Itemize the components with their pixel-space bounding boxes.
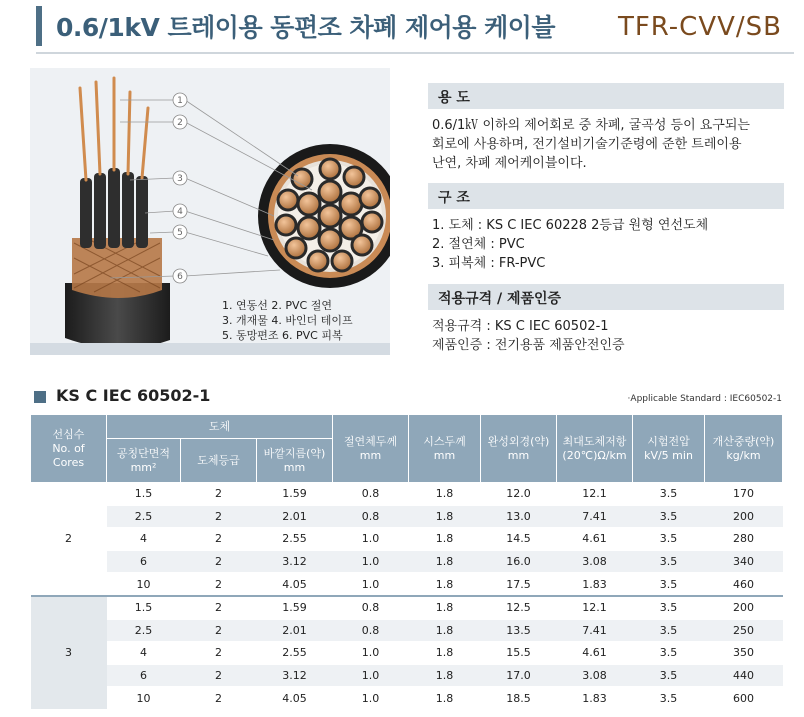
header-outer-diameter: 바깥지름(약) mm: [257, 439, 333, 483]
legend-line: 3. 개재물 4. 바인더 테이프: [222, 314, 353, 327]
legend-line: 1. 연동선 2. PVC 절연: [222, 299, 332, 312]
header-class: 도체등급: [181, 439, 257, 483]
cell-outer-diameter: 1.59: [257, 483, 333, 506]
cell-class: 2: [181, 596, 257, 619]
cell-class: 2: [181, 573, 257, 596]
cell-resistance: 3.08: [557, 550, 633, 573]
cell-insulation: 0.8: [333, 596, 409, 619]
cell-weight: 340: [705, 550, 783, 573]
cell-insulation: 0.8: [333, 483, 409, 506]
cell-overall-diameter: 12.5: [481, 596, 557, 619]
structure-line: 2. 절연체 : PVC: [432, 237, 525, 252]
cell-resistance: 1.83: [557, 687, 633, 710]
cell-insulation: 1.0: [333, 687, 409, 710]
cell-resistance: 12.1: [557, 483, 633, 506]
header-area: 공칭단면적 mm²: [107, 439, 181, 483]
cell-resistance: 7.41: [557, 619, 633, 642]
cell-cores: 2: [31, 483, 107, 596]
cell-class: 2: [181, 642, 257, 665]
cell-insulation: 0.8: [333, 505, 409, 528]
cell-cores: 3: [31, 596, 107, 709]
cell-area: 6: [107, 550, 181, 573]
certification-heading-text: 적용규격 / 제품인증: [438, 291, 562, 307]
cell-weight: 200: [705, 505, 783, 528]
cell-outer-diameter: 2.01: [257, 505, 333, 528]
cell-insulation: 1.0: [333, 664, 409, 687]
table-row: [31, 483, 783, 506]
certification-line: 제품인증 : 전기용품 제품안전인증: [432, 338, 625, 353]
cell-outer-diameter: 4.05: [257, 573, 333, 596]
cell-test-voltage: 3.5: [633, 596, 705, 619]
cell-insulation: 1.0: [333, 550, 409, 573]
title-accent-bar: [36, 6, 42, 46]
callout-5: 5: [177, 228, 183, 238]
cell-test-voltage: 3.5: [633, 505, 705, 528]
cell-weight: 280: [705, 528, 783, 551]
header-weight: 개산중량(약) kg/km: [705, 415, 783, 483]
structure-heading-text: 구 조: [438, 190, 470, 206]
cell-overall-diameter: 16.0: [481, 550, 557, 573]
table-row: [31, 619, 783, 642]
usage-heading-text: 용 도: [438, 90, 470, 106]
cell-sheath: 1.8: [409, 483, 481, 506]
header-cores: 선심수 No. of Cores: [31, 415, 107, 483]
cell-class: 2: [181, 505, 257, 528]
certification-heading: [428, 284, 784, 310]
cell-sheath: 1.8: [409, 550, 481, 573]
cell-overall-diameter: 17.0: [481, 664, 557, 687]
cell-sheath: 1.8: [409, 664, 481, 687]
cell-overall-diameter: 18.5: [481, 687, 557, 710]
cell-sheath: 1.8: [409, 596, 481, 619]
cell-test-voltage: 3.5: [633, 642, 705, 665]
cell-class: 2: [181, 664, 257, 687]
cell-overall-diameter: 13.5: [481, 619, 557, 642]
callout-3: 3: [177, 174, 183, 184]
cell-test-voltage: 3.5: [633, 483, 705, 506]
cell-class: 2: [181, 687, 257, 710]
cell-weight: 250: [705, 619, 783, 642]
cell-sheath: 1.8: [409, 528, 481, 551]
cell-weight: 460: [705, 573, 783, 596]
cell-outer-diameter: 2.55: [257, 642, 333, 665]
cell-area: 1.5: [107, 596, 181, 619]
cell-overall-diameter: 12.0: [481, 483, 557, 506]
cell-test-voltage: 3.5: [633, 664, 705, 687]
cell-sheath: 1.8: [409, 687, 481, 710]
structure-heading: [428, 183, 784, 209]
cell-outer-diameter: 1.59: [257, 596, 333, 619]
cell-outer-diameter: 2.55: [257, 528, 333, 551]
cell-class: 2: [181, 550, 257, 573]
structure-line: 1. 도체 : KS C IEC 60228 2등급 원형 연선도체: [432, 218, 709, 233]
page-title: 0.6/1kV 트레이용 동편조 차폐 제어용 케이블: [56, 13, 556, 42]
cell-overall-diameter: 17.5: [481, 573, 557, 596]
cell-resistance: 12.1: [557, 596, 633, 619]
cell-test-voltage: 3.5: [633, 573, 705, 596]
cell-outer-diameter: 4.05: [257, 687, 333, 710]
cell-class: 2: [181, 619, 257, 642]
cell-sheath: 1.8: [409, 642, 481, 665]
spec-table: [30, 414, 783, 710]
cell-test-voltage: 3.5: [633, 619, 705, 642]
cell-outer-diameter: 2.01: [257, 619, 333, 642]
table-row: [31, 664, 783, 687]
cell-area: 10: [107, 573, 181, 596]
cell-overall-diameter: 15.5: [481, 642, 557, 665]
model-code: TFR-CVV/SB: [617, 12, 782, 42]
cell-area: 4: [107, 642, 181, 665]
cell-insulation: 1.0: [333, 573, 409, 596]
usage-line: 0.6/1㎸ 이하의 제어회로 중 차폐, 굴곡성 등이 요구되는: [432, 118, 750, 133]
cell-area: 2.5: [107, 619, 181, 642]
illustration-footer-band: [30, 343, 390, 355]
cell-test-voltage: 3.5: [633, 687, 705, 710]
standard-title: KS C IEC 60502-1: [56, 386, 211, 405]
cell-resistance: 1.83: [557, 573, 633, 596]
header-insulation: 절연체두께 mm: [333, 415, 409, 483]
standard-marker: [34, 391, 46, 403]
header-conductor: 도체: [107, 415, 333, 439]
cell-area: 10: [107, 687, 181, 710]
cell-weight: 440: [705, 664, 783, 687]
cell-weight: 200: [705, 596, 783, 619]
applicable-standard-note: ·Applicable Standard : IEC60502-1: [627, 394, 782, 404]
certification-line: 적용규격 : KS C IEC 60502-1: [432, 319, 609, 334]
cell-sheath: 1.8: [409, 573, 481, 596]
table-row: [31, 573, 783, 596]
cell-class: 2: [181, 528, 257, 551]
table-row: [31, 528, 783, 551]
cell-overall-diameter: 13.0: [481, 505, 557, 528]
cell-test-voltage: 3.5: [633, 528, 705, 551]
cell-weight: 350: [705, 642, 783, 665]
header-sheath: 시스두께 mm: [409, 415, 481, 483]
callout-1: 1: [177, 96, 183, 106]
legend-line: 5. 동망편조 6. PVC 피복: [222, 329, 343, 342]
cell-insulation: 1.0: [333, 528, 409, 551]
cell-resistance: 4.61: [557, 642, 633, 665]
cell-class: 2: [181, 483, 257, 506]
cell-overall-diameter: 14.5: [481, 528, 557, 551]
header-test-voltage: 시험전압 kV/5 min: [633, 415, 705, 483]
cell-outer-diameter: 3.12: [257, 550, 333, 573]
cell-insulation: 0.8: [333, 619, 409, 642]
cell-area: 4: [107, 528, 181, 551]
table-row: [31, 687, 783, 710]
table-row: [31, 596, 783, 619]
usage-line: 난연, 차폐 제어케이블이다.: [432, 156, 587, 171]
cell-resistance: 7.41: [557, 505, 633, 528]
cell-sheath: 1.8: [409, 619, 481, 642]
cell-area: 6: [107, 664, 181, 687]
header-resistance: 최대도체저항 (20℃)Ω/km: [557, 415, 633, 483]
header-overall-diameter: 완성외경(약) mm: [481, 415, 557, 483]
cell-resistance: 4.61: [557, 528, 633, 551]
cell-area: 2.5: [107, 505, 181, 528]
usage-line: 회로에 사용하며, 전기설비기술기준령에 준한 트레이용: [432, 137, 742, 152]
cell-weight: 170: [705, 483, 783, 506]
table-row: [31, 642, 783, 665]
cell-outer-diameter: 3.12: [257, 664, 333, 687]
cell-test-voltage: 3.5: [633, 550, 705, 573]
table-row: [31, 505, 783, 528]
callout-6: 6: [177, 272, 183, 282]
cell-weight: 600: [705, 687, 783, 710]
usage-heading: [428, 83, 784, 109]
cell-sheath: 1.8: [409, 505, 481, 528]
certification-body: [432, 317, 784, 355]
cell-area: 1.5: [107, 483, 181, 506]
usage-body: [432, 116, 784, 173]
structure-body: [432, 216, 784, 273]
table-row: [31, 550, 783, 573]
cell-insulation: 1.0: [333, 642, 409, 665]
component-legend: [222, 298, 353, 343]
title-divider: [36, 52, 794, 54]
cell-resistance: 3.08: [557, 664, 633, 687]
callout-2: 2: [177, 118, 183, 128]
callout-4: 4: [177, 207, 183, 217]
structure-line: 3. 피복체 : FR-PVC: [432, 256, 546, 271]
